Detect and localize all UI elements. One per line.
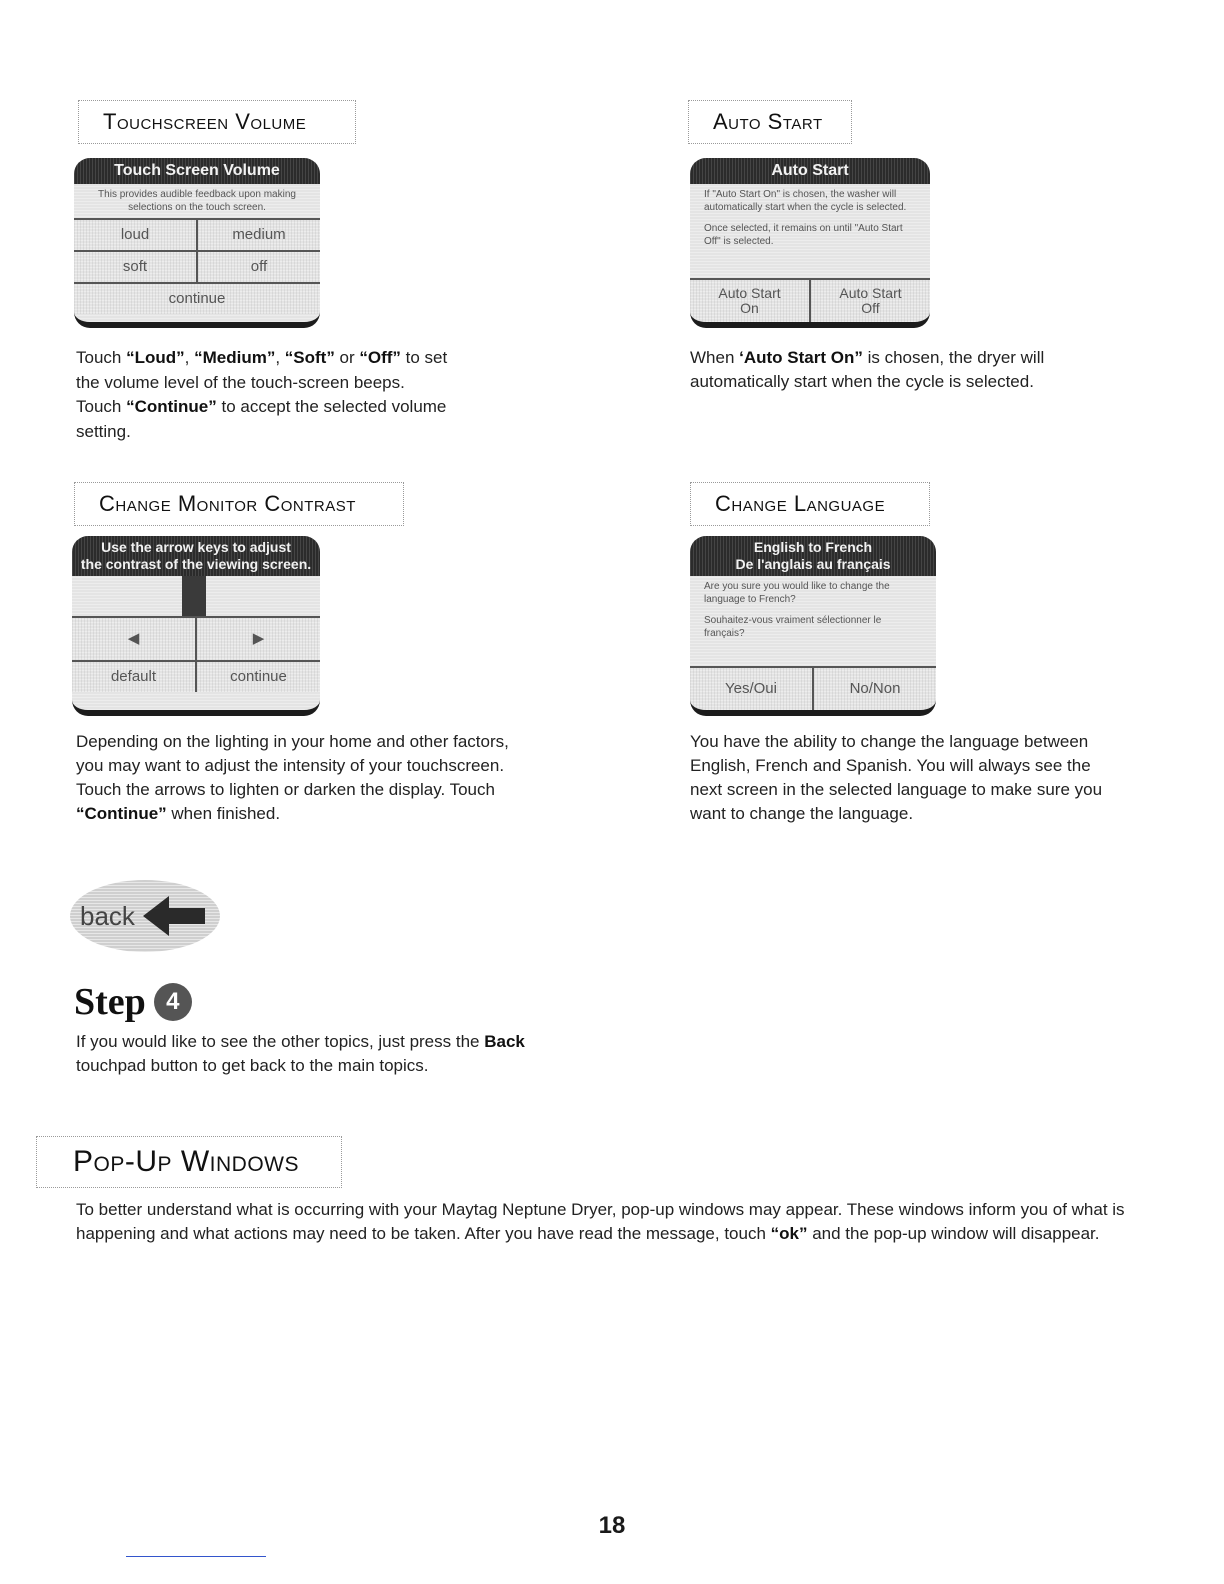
loud-button[interactable]: loud xyxy=(74,220,198,250)
touchscreen-volume-text: Touch “Loud”, “Medium”, “Soft” or “Off” to set the volume level of the touch-screen beeps. Touch “Continue” to accept the selected volume setting. xyxy=(76,348,448,441)
right-arrow-button[interactable] xyxy=(197,618,320,660)
left-arrow-icon xyxy=(143,894,207,938)
button-line-1: Auto Start xyxy=(839,285,902,301)
button-line-1: Auto Start xyxy=(718,285,781,301)
change-language-text: You have the ability to change the language between English, French and Spanish. You will always see the next screen in the selected language to make sure you want to change the language. xyxy=(690,732,1103,823)
soft-button[interactable]: soft xyxy=(74,252,198,282)
contrast-slider-thumb[interactable] xyxy=(182,576,206,616)
yes-oui-button[interactable]: Yes/Oui xyxy=(690,668,814,710)
button-line-2: On xyxy=(740,300,759,316)
left-arrow-icon: ◀ xyxy=(127,630,140,647)
off-button[interactable]: off xyxy=(198,252,320,282)
monitor-contrast-heading: Change Monitor Contrast xyxy=(74,482,404,526)
page-number: 18 xyxy=(598,1512,626,1539)
auto-start-heading: Auto Start xyxy=(688,100,852,144)
screen-message-1: Are you sure you would like to change the language to French? xyxy=(704,581,890,605)
auto-start-text: When ‘Auto Start On” is chosen, the dryer will automatically start when the cycle is selected. xyxy=(690,348,1045,391)
title-line-1: English to French xyxy=(753,539,873,555)
touchscreen-volume-screen xyxy=(74,158,320,328)
screen-title: Auto Start xyxy=(690,158,930,184)
title-line-2: De l'anglais au français xyxy=(735,556,891,572)
popup-windows-heading: Pop-Up Windows xyxy=(36,1136,342,1188)
auto-start-on-button[interactable] xyxy=(690,280,811,322)
continue-button[interactable]: continue xyxy=(197,662,320,692)
popup-windows-text: To better understand what is occurring with your Maytag Neptune Dryer, pop-up windows may appear. These windows inform you of what is happening and what actions may need to be taken. After you have read the message, touch “ok” and the pop-up window will disappear. xyxy=(76,1200,1125,1243)
continue-button[interactable]: continue xyxy=(74,284,320,314)
screen-title xyxy=(72,536,320,576)
screen-title: Touch Screen Volume xyxy=(74,158,320,184)
monitor-contrast-text: Depending on the lighting in your home and other factors, you may want to adjust the intensity of your touchscreen. Touch the arrows to lighten or darken the display. Touch “Continue” when finished. xyxy=(76,732,509,823)
screen-message-2: Souhaitez-vous vraiment sélectionner le français? xyxy=(704,615,882,639)
title-line-1: Use the arrow keys to adjust xyxy=(101,539,291,555)
step-text: If you would like to see the other topics, just press the Back touchpad button to get back to the main topics. xyxy=(76,1032,525,1075)
step-title xyxy=(74,980,192,1024)
change-language-heading: Change Language xyxy=(690,482,930,526)
touchscreen-volume-heading: Touchscreen Volume xyxy=(78,100,356,144)
contrast-slider[interactable] xyxy=(72,576,320,618)
change-language-screen xyxy=(690,536,936,716)
screen-message: This provides audible feedback upon making selections on the touch screen. xyxy=(98,189,296,213)
title-line-2: the contrast of the viewing screen. xyxy=(80,556,312,572)
screen-title xyxy=(690,536,936,576)
back-label: back xyxy=(80,900,135,931)
step-label: Step xyxy=(74,981,146,1023)
back-button[interactable] xyxy=(70,880,220,952)
default-button[interactable]: default xyxy=(72,662,197,692)
auto-start-screen xyxy=(690,158,930,328)
screen-message-1: If "Auto Start On" is chosen, the washer will automatically start when the cycle is selected. xyxy=(704,189,907,213)
monitor-contrast-screen xyxy=(72,536,320,716)
no-non-button[interactable]: No/Non xyxy=(814,668,936,710)
step-number-badge: 4 xyxy=(154,983,192,1021)
footer-rule xyxy=(126,1556,266,1557)
right-arrow-icon: ▶ xyxy=(252,630,265,647)
auto-start-off-button[interactable] xyxy=(811,280,930,322)
button-line-2: Off xyxy=(861,300,880,316)
medium-button[interactable]: medium xyxy=(198,220,320,250)
screen-message-2: Once selected, it remains on until "Auto Start Off" is selected. xyxy=(704,223,903,247)
left-arrow-button[interactable] xyxy=(72,618,197,660)
